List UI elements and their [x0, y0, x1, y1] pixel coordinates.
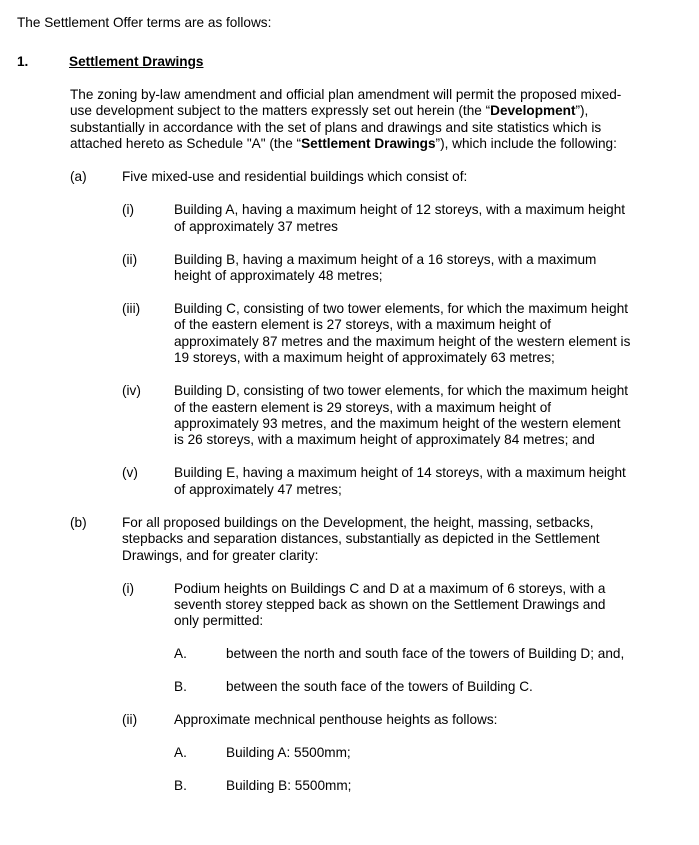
- clause-a-label: (a): [70, 169, 87, 185]
- clause-a-item-i-label: (i): [122, 202, 135, 218]
- clause-b-label: (b): [70, 514, 87, 530]
- clause-a-item-iv-label: (iv): [122, 383, 141, 399]
- clause-a-item-ii-text: Building B, having a maximum height of a 16 storeys, with a maximum height of approximately 48 metres;: [174, 251, 597, 283]
- clause-b-row: [17, 515, 659, 564]
- clause-a-item-i: [17, 202, 659, 235]
- clause-b-item-i-text: Podium heights on Buildings C and D at a maximum of 6 storeys, with a seventh storey stepped back as shown on the Settlement Drawings and only permitted:: [174, 580, 606, 629]
- clause-b-item-i: [17, 581, 659, 630]
- clause-a-item-iii-label: (iii): [122, 300, 141, 316]
- clause-a-text: Five mixed-use and residential buildings which consist of:: [122, 169, 468, 185]
- section-heading-row: [17, 54, 659, 70]
- clause-b-item-ii-text: Approximate mechnical penthouse heights as follows:: [174, 712, 498, 728]
- clause-b-item-ii-sub-b-text: Building B: 5500mm;: [226, 778, 352, 794]
- clause-a-row: [17, 169, 659, 185]
- clause-b-text: For all proposed buildings on the Development, the height, massing, setbacks, stepbacks and separation distances, substantially as depicted in the Settlement Drawings, and for greater clarity:: [122, 514, 600, 563]
- clause-a-item-iv: [17, 383, 659, 449]
- clause-b-item-ii-sub-a-text: Building A: 5500mm;: [226, 745, 351, 761]
- clause-b-item-ii-sub-b: [17, 778, 659, 794]
- clause-b-item-ii-label: (ii): [122, 712, 138, 728]
- clause-a-item-v-text: Building E, having a maximum height of 14 storeys, with a maximum height of approximately 47 metres;: [174, 465, 626, 497]
- clause-b-item-ii-sub-b-label: B.: [174, 778, 187, 794]
- clause-b-item-i-sub-a-label: A.: [174, 646, 187, 662]
- clause-b-item-i-sub-b-text: between the south face of the towers of Building C.: [226, 679, 533, 695]
- clause-b-item-ii: [17, 712, 659, 728]
- clause-b-item-i-sub-a-text: between the north and south face of the towers of Building D; and,: [226, 646, 625, 662]
- section-number: 1.: [17, 53, 29, 69]
- clause-a-item-v: [17, 465, 659, 498]
- intro-paragraph: [17, 15, 659, 31]
- section-heading: Settlement Drawings: [69, 53, 204, 69]
- opening-paragraph: The zoning by-law amendment and official plan amendment will permit the proposed mixed-use development subject to the matters expressly set out herein (the “Development”), substantially in accordance with the set of plans and drawings and site statistics which is attached hereto as Schedule "A" (the “Settlement Drawings”), which include the following:: [70, 86, 622, 152]
- clause-b-item-ii-sub-a: [17, 745, 659, 761]
- clause-b-item-i-sub-b: [17, 679, 659, 695]
- clause-a-item-v-label: (v): [122, 465, 138, 481]
- intro-text: The Settlement Offer terms are as follows:: [17, 15, 272, 30]
- clause-b-item-i-label: (i): [122, 580, 135, 596]
- clause-a-item-iv-text: Building D, consisting of two tower elements, for which the maximum height of the eastern element is 29 storeys, with a maximum height of approximately 93 metres, and the maximum height of the western element is 26 storeys, with a maximum height of approximately 84 metres; and: [174, 383, 629, 448]
- clause-a-item-iii: [17, 301, 659, 367]
- clause-a-item-iii-text: Building C, consisting of two tower elements, for which the maximum height of the eastern element is 27 storeys, with a maximum height of approximately 87 metres and the maximum height of the western element is 19 storeys, with a maximum height of approximately 63 metres;: [174, 300, 631, 366]
- clause-a-item-ii-label: (ii): [122, 251, 138, 267]
- clause-b-item-ii-sub-a-label: A.: [174, 745, 187, 761]
- clause-a-item-ii: [17, 252, 659, 285]
- clause-b-item-i-sub-b-label: B.: [174, 679, 187, 695]
- clause-a-item-i-text: Building A, having a maximum height of 12 storeys, with a maximum height of approximately 37 metres: [174, 202, 626, 234]
- clause-b-item-i-sub-a: [17, 646, 659, 662]
